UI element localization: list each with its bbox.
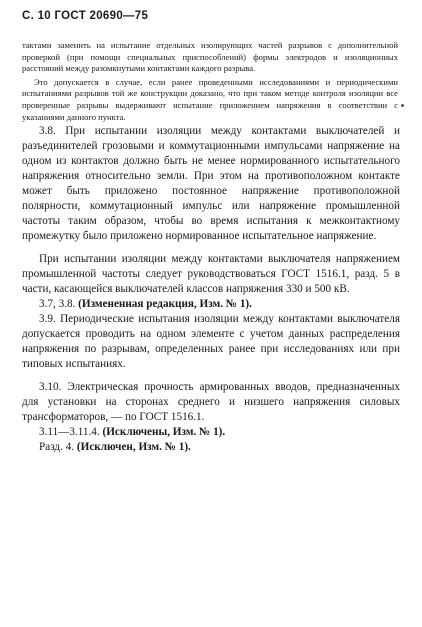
page-header: С. 10 ГОСТ 20690—75 <box>22 10 149 22</box>
excluded-section-text: (Исключен, Изм. № 1). <box>76 441 191 453</box>
section-3-10: 3.10. Электрическая прочность армированных вводов, предназначенных для установки на сторонах среднего и низшего напряжения силовых трансформаторов, — по ГОСТ 1516.1. <box>22 381 400 423</box>
amendment-note-text: (Измененная редакция, Изм. № 1). <box>78 298 252 310</box>
small-paragraph-1: тактами заменить на испытание отдельных изолирующих частей разрывов с дополнительной проверкой (при помощи специальных приспособлений) формы электродов и изоляционных расстояний между разомкнутыми контактами каждого разрыва. <box>22 40 398 74</box>
print-speck <box>401 104 404 107</box>
small-paragraph-2: Это допускается в случае, если ранее проведенными исследованиями и периодическими испытаниями разрывов той же конструкции доказано, что при таком методе контроля изоляции все проверенные разрывы выдерживают испытание приложением напряжения в соответствии с указаниями данного пункта. <box>22 76 398 122</box>
excluded-section-number: Разд. 4. <box>39 441 75 453</box>
small-print-block <box>22 40 398 123</box>
amendment-note-3-7-3-8 <box>22 297 400 312</box>
main-text-block <box>22 124 400 455</box>
amendment-note-numbers: 3.7, 3.8. <box>39 298 76 310</box>
excluded-note-numbers: 3.11—3.11.4. <box>39 426 100 438</box>
excluded-note-text: (Исключены, Изм. № 1). <box>102 426 226 438</box>
section-3-9: 3.9. Периодические испытания изоляции между контактами выключателя допускается проводить на одном элементе с учетом данных распределения напряжения по разрывам, определенных ранее при исследованиях или при типовых испытаниях. <box>22 313 400 370</box>
section-3-8-continued: При испытании изоляции между контактами выключателя напряжением промышленной частоты следует руководствоваться ГОСТ 1516.1, разд. 5 в части, касающейся выключателей классов напряжения 330 и 500 кВ. <box>22 253 400 295</box>
excluded-section-4 <box>22 440 400 455</box>
excluded-note-3-11 <box>22 425 400 440</box>
section-3-8: 3.8. При испытании изоляции между контактами выключателей и разъединителей грозовыми и коммутационными импульсами напряжение на одном из контактов должно быть не менее нормированного испытательного напряжения относительно земли. При этом на противоположном контакте может быть приложено постоянное напряжение противоположной полярности, коммутационный импульс или напряжение промышленной частоты таким образом, чтобы во время испытания к межконтактному промежутку было приложено нормированное испытательное напряжение. <box>22 125 400 242</box>
